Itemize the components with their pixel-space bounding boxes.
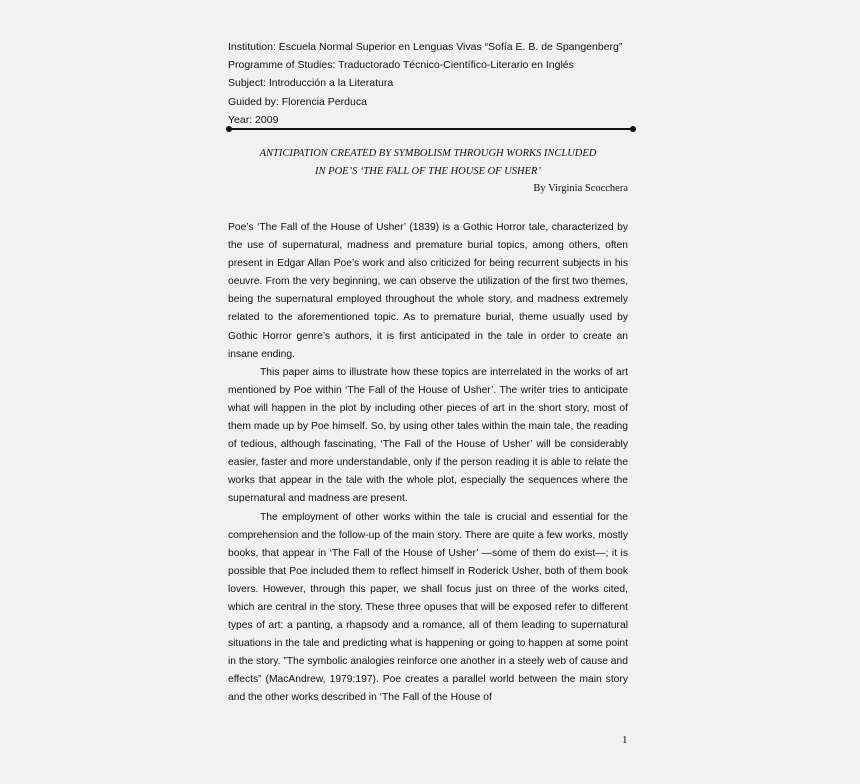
paragraph-3: The employment of other works within the tale is crucial and essential for the comprehension and the follow-up of the main story. There are quite a few works, mostly books, that appear in ‘The Fall of the House of Usher’ —some of them do exist—; it is possible that Poe included them to reflect himself in Roderick Usher, both of them book lovers. However, through this paper, we shall focus just on three of the works cited, which are central in the story. These three opuses that will be exposed refer to different types of art: a panting, a rhapsody and a romance, all of them leading to supernatural situations in the tale and predicting what is happening or going to happen at some point in the story. ”The symbolic analogies reinforce one another in a steely web of cause and effects” (MacAndrew, 1979:197). Poe creates a parallel world between the main story and the other works described in ‘The Fall of the House of <box>228 511 628 704</box>
title-line-2: IN POE’S ‘THE FALL OF THE HOUSE OF USHER’ <box>315 166 541 177</box>
page-number: 1 <box>622 734 628 746</box>
programme-line: Programme of Studies: Traductorado Técnico-Científico-Literario en Inglés <box>228 59 574 72</box>
year-line: Year: 2009 <box>228 113 279 126</box>
paper-title <box>228 145 628 181</box>
body-text <box>228 219 628 708</box>
header-divider <box>228 128 634 130</box>
header-info <box>228 38 638 129</box>
paragraph-2: This paper aims to illustrate how these topics are interrelated in the works of art mentioned by Poe within ‘The Fall of the House of Usher’. The writer tries to anticipate what will happen in the plot by including other pieces of art in the short story, most of them made up by Poe himself. So, by using other tales within the main tale, the reading of tedious, although fascinating, ‘The Fall of the House of Usher’ will be considerably easier, faster and more understandable, only if the person reading it is able to relate the works that appear in the tale with the whole plot, especially the sequences where the supernatural and madness are present. <box>228 366 628 505</box>
divider-right-dot <box>630 126 636 132</box>
author-byline: By Virginia Scocchera <box>533 183 628 194</box>
guided-line: Guided by: Florencia Perduca <box>228 95 367 108</box>
title-line-1: ANTICIPATION CREATED BY SYMBOLISM THROUGH WORKS INCLUDED <box>259 148 597 159</box>
subject-line: Subject: Introducción a la Literatura <box>228 77 394 90</box>
institution-line: Institution: Escuela Normal Superior en Lenguas Vivas “Sofía E. B. de Spangenberg” <box>228 41 623 53</box>
paragraph-1: Poe’s ‘The Fall of the House of Usher’ (1839) is a Gothic Horror tale, characterized by the use of supernatural, madness and premature burial topics, among others, often present in Edgar Allan Poe’s work and also criticized for being recurrent subjects in his oeuvre. From the very beginning, we can observe the utilization of the first two themes, being the supernatural employed throughout the whole story, and madness extremely related to the aforementioned topic. As to premature burial, theme usually used by Gothic Horror genre’s authors, it is first anticipated in the tale in order to create an insane ending. <box>228 222 628 360</box>
divider-left-dot <box>226 126 232 132</box>
